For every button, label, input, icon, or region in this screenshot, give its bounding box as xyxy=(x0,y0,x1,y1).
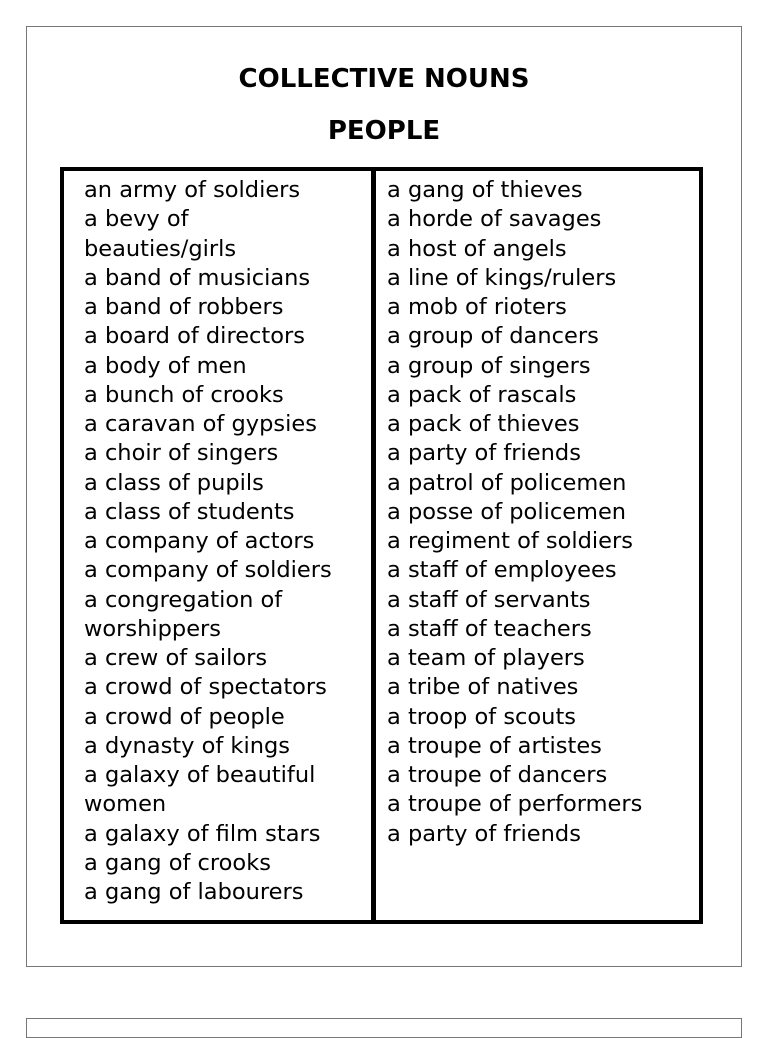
next-page-edge xyxy=(26,1018,742,1038)
list-item: a troop of scouts xyxy=(387,703,576,730)
list-item: a team of players xyxy=(387,645,585,671)
list-item: a class of students xyxy=(84,498,295,525)
list-item: beauties/girls xyxy=(84,235,237,262)
list-item: a band of robbers xyxy=(84,294,284,320)
list-item: a bunch of crooks xyxy=(84,381,284,408)
list-item: a congregation of xyxy=(84,586,283,613)
document-page xyxy=(26,26,742,967)
list-item: a gang of crooks xyxy=(84,849,271,876)
left-column xyxy=(84,176,332,907)
list-item: a crowd of people xyxy=(84,703,285,730)
list-item: a patrol of policemen xyxy=(387,469,627,496)
list-item: a galaxy of film stars xyxy=(84,820,321,847)
list-item: a choir of singers xyxy=(84,440,279,467)
list-item: worshippers xyxy=(84,615,222,642)
list-item: a company of actors xyxy=(84,528,315,554)
list-item: a galaxy of beautiful xyxy=(84,762,316,788)
nouns-table xyxy=(60,167,703,924)
list-item: a body of men xyxy=(84,352,247,379)
list-item: a host of angels xyxy=(387,235,567,262)
list-item: a pack of thieves xyxy=(387,411,580,437)
list-item: women xyxy=(84,791,167,818)
list-item: a group of dancers xyxy=(387,323,599,350)
list-item: a crowd of spectators xyxy=(84,674,327,701)
list-item: a staff of teachers xyxy=(387,615,592,642)
page-title: COLLECTIVE NOUNS xyxy=(238,64,530,94)
page-subtitle: PEOPLE xyxy=(327,116,441,146)
list-item: a troupe of artistes xyxy=(387,732,602,759)
list-item: an army of soldiers xyxy=(84,177,301,203)
list-item: a troupe of dancers xyxy=(387,762,608,788)
list-item: a troupe of performers xyxy=(387,791,643,818)
list-item: a crew of sailors xyxy=(84,645,268,671)
list-item: a caravan of gypsies xyxy=(84,411,317,437)
list-item: a posse of policemen xyxy=(387,498,627,525)
list-item: a staff of employees xyxy=(387,557,617,584)
list-item: a group of singers xyxy=(387,352,591,379)
list-item: a regiment of soldiers xyxy=(387,528,633,554)
list-item: a horde of savages xyxy=(387,206,602,233)
list-item: a dynasty of kings xyxy=(84,732,290,759)
list-item: a company of soldiers xyxy=(84,557,332,584)
list-item: a mob of rioters xyxy=(387,294,567,320)
right-column xyxy=(387,176,642,849)
list-item: a gang of labourers xyxy=(84,879,304,905)
column-divider xyxy=(371,171,376,920)
list-item: a gang of thieves xyxy=(387,177,583,203)
list-item: a tribe of natives xyxy=(387,674,579,701)
list-item: a line of kings/rulers xyxy=(387,264,617,291)
list-item: a board of directors xyxy=(84,323,305,350)
list-item: a pack of rascals xyxy=(387,381,577,408)
list-item: a bevy of xyxy=(84,206,189,233)
list-item: a band of musicians xyxy=(84,264,311,291)
list-item: a party of friends xyxy=(387,440,581,467)
list-item: a staff of servants xyxy=(387,586,591,613)
list-item: a party of friends xyxy=(387,820,581,847)
list-item: a class of pupils xyxy=(84,469,264,496)
